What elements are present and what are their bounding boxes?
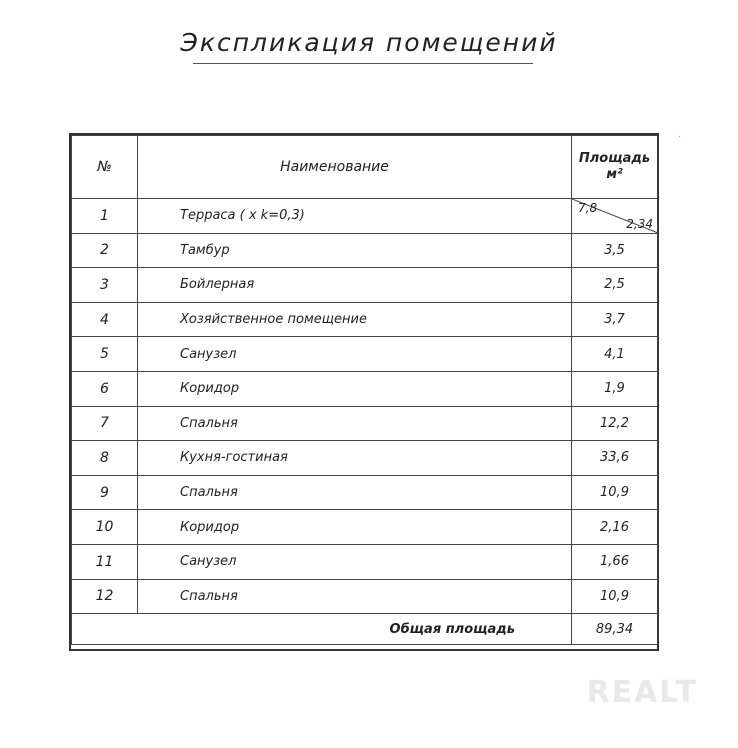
row-number: 10 <box>72 510 138 545</box>
row-number: 11 <box>72 544 138 579</box>
document-title: Экспликация помещений <box>180 28 558 57</box>
room-area-split <box>572 199 658 234</box>
row-number: 7 <box>72 406 138 441</box>
room-name: Спальня <box>138 475 572 510</box>
row-number: 5 <box>72 337 138 372</box>
room-name: Хозяйственное помещение <box>138 302 572 337</box>
room-area: 1,66 <box>572 544 658 579</box>
header-name: Наименование <box>138 136 572 199</box>
room-name: Кухня-гостиная <box>138 441 572 476</box>
room-area: 1,9 <box>572 371 658 406</box>
header-area-unit: м² <box>606 167 623 182</box>
table-row <box>72 371 658 406</box>
table-row <box>72 544 658 579</box>
row-number: 3 <box>72 268 138 303</box>
room-name: Спальня <box>138 579 572 614</box>
row-number: 8 <box>72 441 138 476</box>
header-num: № <box>72 136 138 199</box>
room-area: 33,6 <box>572 441 658 476</box>
room-name: Спальня <box>138 406 572 441</box>
room-name: Бойлерная <box>138 268 572 303</box>
room-name: Коридор <box>138 510 572 545</box>
row-number: 1 <box>72 199 138 234</box>
table-row <box>72 475 658 510</box>
row-number: 6 <box>72 371 138 406</box>
room-name: Санузел <box>138 337 572 372</box>
table-row <box>72 441 658 476</box>
room-area: 10,9 <box>572 579 658 614</box>
table-row <box>72 199 658 234</box>
room-name: Тамбур <box>138 233 572 268</box>
table-row <box>72 579 658 614</box>
room-area: 3,5 <box>572 233 658 268</box>
row-number: 9 <box>72 475 138 510</box>
table-row <box>72 337 658 372</box>
room-area: 12,2 <box>572 406 658 441</box>
header-area <box>572 136 658 199</box>
room-area: 3,7 <box>572 302 658 337</box>
room-area: 10,9 <box>572 475 658 510</box>
table-row <box>72 406 658 441</box>
table-row <box>72 233 658 268</box>
edge-mark: · <box>678 132 682 143</box>
row-number: 12 <box>72 579 138 614</box>
explication-table <box>71 135 658 645</box>
room-area: 2,16 <box>572 510 658 545</box>
title-underline <box>193 63 533 64</box>
row-number: 4 <box>72 302 138 337</box>
room-name: Коридор <box>138 371 572 406</box>
table-row <box>72 302 658 337</box>
table-header-row <box>72 136 658 199</box>
area-reduced: 2,34 <box>626 216 653 231</box>
watermark-logo: REALT <box>586 675 698 710</box>
explication-table-frame <box>69 133 659 651</box>
total-row <box>72 614 658 645</box>
room-area: 2,5 <box>572 268 658 303</box>
row-number: 2 <box>72 233 138 268</box>
header-area-label: Площадь <box>578 151 651 166</box>
total-label: Общая площадь <box>72 614 572 645</box>
area-gross: 7,8 <box>578 201 598 215</box>
table-row <box>72 510 658 545</box>
total-area: 89,34 <box>572 614 658 645</box>
room-name: Терраса ( х k=0,3) <box>138 199 572 234</box>
room-area: 4,1 <box>572 337 658 372</box>
room-name: Санузел <box>138 544 572 579</box>
table-row <box>72 268 658 303</box>
